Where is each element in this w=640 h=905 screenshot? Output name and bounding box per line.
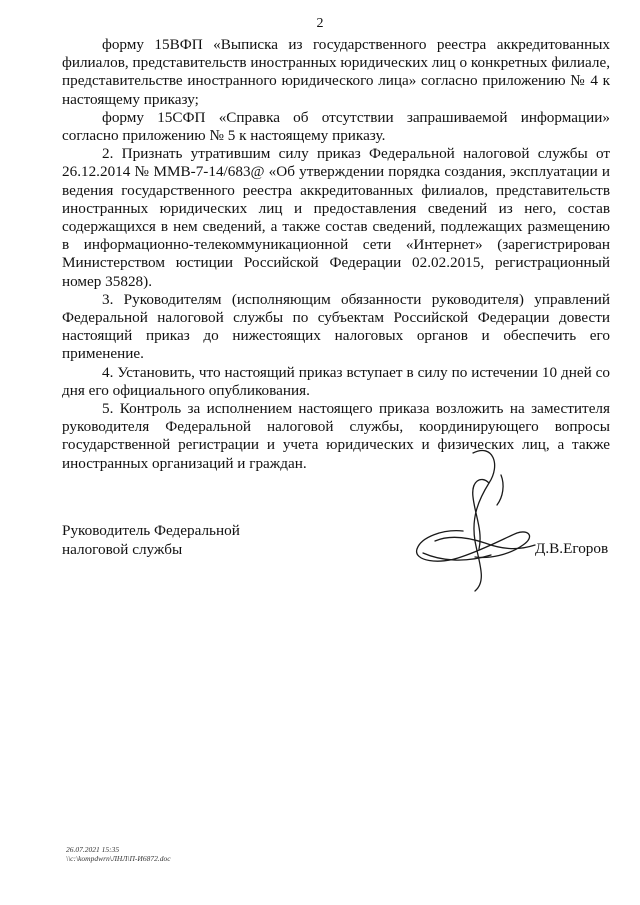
paragraph-item-5: 5. Контроль за исполнением настоящего приказа возложить на заместителя руководителя Федеральной налоговой службы, координирующего вопросы государственной регистрации и учета юридических и физических лиц, а также иностранных организаций и граждан. [62, 400, 610, 472]
signer-title [62, 522, 240, 559]
footer-timestamp: 26.07.2021 15:35 [66, 845, 120, 854]
signer-name: Д.В.Егоров [535, 540, 609, 557]
signer-title-line-1: Руководитель Федеральной [62, 522, 240, 539]
signer-title-line-2: налоговой службы [62, 540, 183, 558]
paragraph-item-2: 2. Признать утратившим силу приказ Федеральной налоговой службы от 26.12.2014 № ММВ-7-14/683@ «Об утверждении порядка создания, эксплуатации и ведения государственного реестра аккредитованных филиалов, представительств иностранных юридических лиц и предоставления сведений из него, состав содержащихся в нем сведений, а также состав сведений, подлежащих размещению в информационно-телекоммуникационной сети «Интернет» (зарегистрирован Министерством юстиции Российской Федерации 02.02.2015, регистрационный номер 35828). [62, 145, 610, 290]
paragraph-form-15vfp: форму 15ВФП «Выписка из государственного реестра аккредитованных филиалов, представительств иностранных юридических лиц о конкретных филиале, представительстве иностранного юридического лица» согласно приложению № 4 к настоящему приказу; [62, 36, 610, 108]
document-body [62, 36, 610, 473]
page-number: 2 [316, 16, 324, 31]
paragraph-item-3: 3. Руководителям (исполняющим обязанности руководителя) управлений Федеральной налоговой службы по субъектам Российской Федерации довести настоящий приказ до нижестоящих налоговых органов и обеспечить его применение. [62, 290, 610, 363]
footer-file-path: \\c:\kompdwrn\ЛНЛ\П-И6872.doc [66, 854, 171, 863]
footer-metadata [66, 845, 171, 863]
paragraph-item-4: 4. Установить, что настоящий приказ вступает в силу по истечении 10 дней со дня его официального опубликования. [62, 363, 610, 399]
handwritten-signature [405, 445, 545, 595]
paragraph-form-15sfp: форму 15СФП «Справка об отсутствии запрашиваемой информации» согласно приложению № 5 к настоящему приказу. [62, 108, 610, 145]
